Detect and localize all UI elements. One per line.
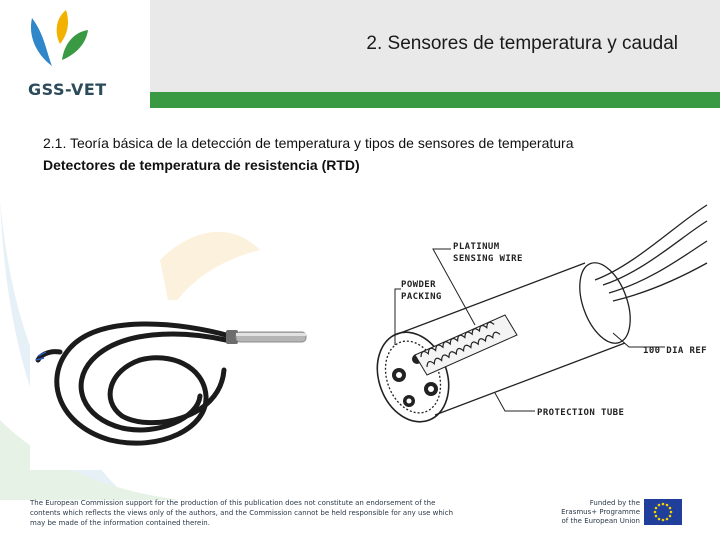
funded-line: Erasmus+ Programme xyxy=(561,508,640,516)
logo-text: GSS-VET xyxy=(28,80,107,99)
label-packing: PACKING xyxy=(401,292,442,302)
rtd-probe-photo xyxy=(30,300,308,470)
gss-vet-logo-icon xyxy=(26,8,96,76)
funded-line: Funded by the xyxy=(589,499,640,507)
slide-title: 2. Sensores de temperatura y caudal xyxy=(366,33,678,54)
label-sensing-wire: SENSING WIRE xyxy=(453,254,523,264)
disclaimer-line: may be made of the information contained therein. xyxy=(30,519,210,527)
section-heading: Detectores de temperatura de resistencia (RTD) xyxy=(43,157,360,173)
label-platinum: PLATINUM xyxy=(453,242,500,252)
eu-disclaimer xyxy=(30,498,455,528)
label-powder: POWDER xyxy=(401,280,436,290)
section-subtitle: 2.1. Teoría básica de la detección de temperatura y tipos de sensores de temperatura xyxy=(43,135,574,151)
erasmus-funding-note xyxy=(540,499,640,526)
header-green-bar xyxy=(150,92,720,108)
diagram-labels xyxy=(401,242,707,418)
label-protection-tube: PROTECTION TUBE xyxy=(537,408,625,418)
rtd-cutaway-diagram xyxy=(355,185,710,445)
disclaimer-line: contents which reflects the views only of the authors, and the Commission cannot be held responsible for any use which xyxy=(30,509,454,517)
label-dia-ref: 100 DIA REF xyxy=(643,346,708,356)
disclaimer-line: The European Commission support for the production of this publication does not constitute an endorsement of the xyxy=(30,499,436,507)
eu-flag-icon xyxy=(644,499,682,525)
funded-line: of the European Union xyxy=(561,517,640,525)
